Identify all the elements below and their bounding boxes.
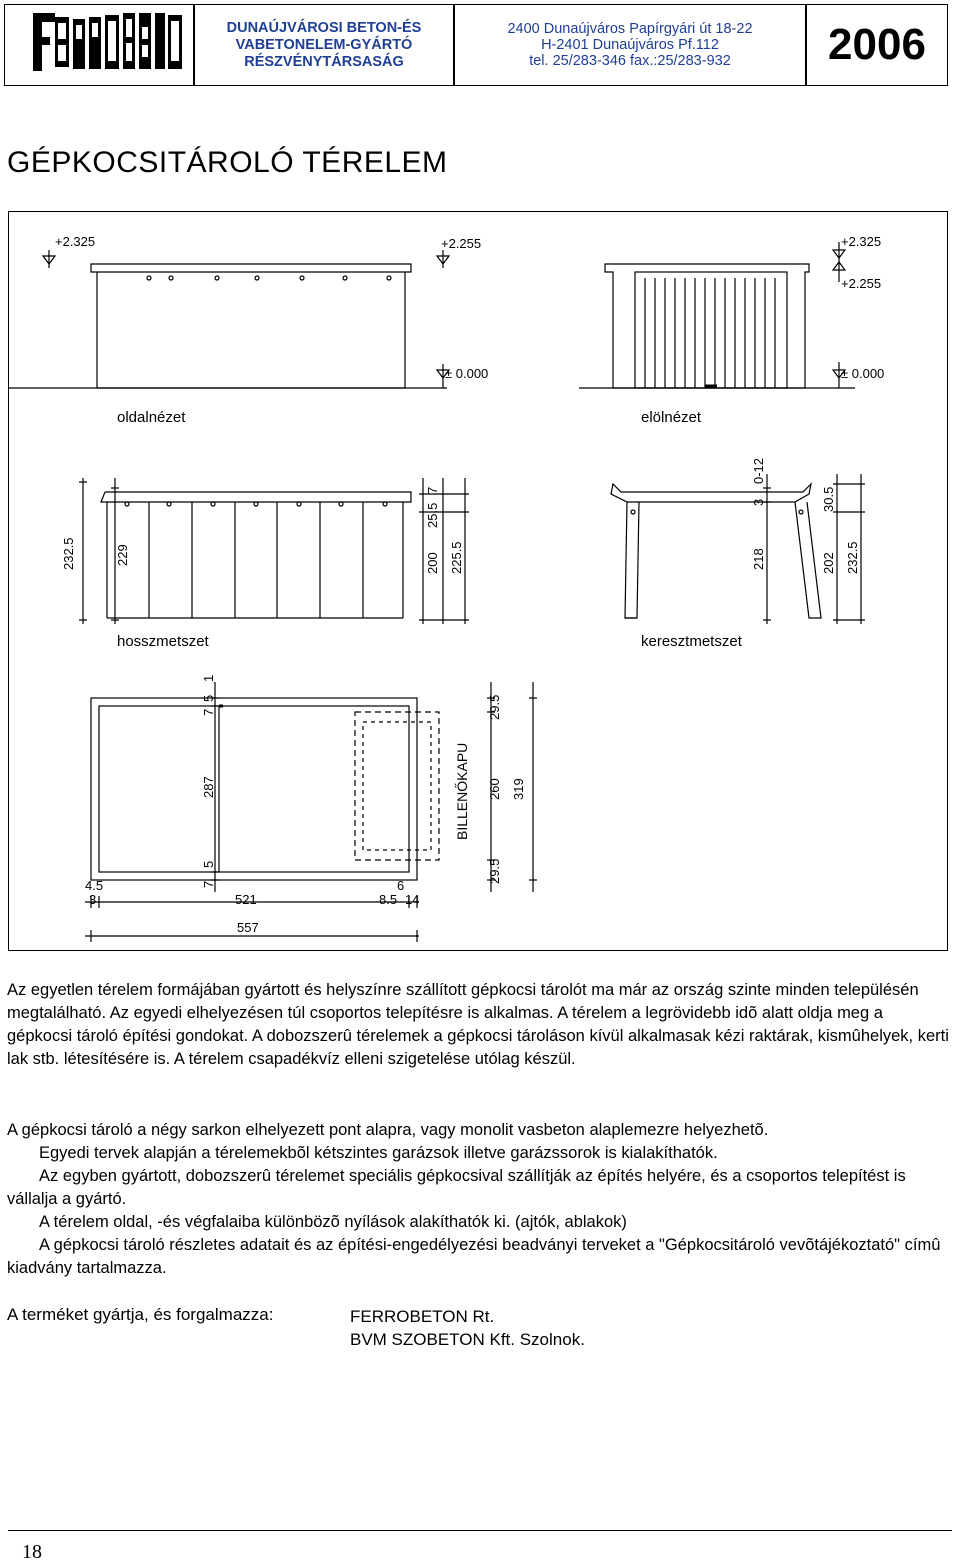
dimension-label: 7	[425, 486, 440, 494]
dimension-label: 4.5	[85, 878, 104, 893]
dimension-label: 7	[201, 708, 216, 716]
address-line: H-2401 Dunaújváros Pf.112	[541, 37, 719, 53]
dimension-label: 5	[201, 860, 216, 868]
cross-section-caption: keresztmetszet	[641, 633, 742, 650]
level-label: +2.325	[841, 234, 882, 249]
page-number: 18	[22, 1541, 42, 1563]
floor-plan-drawing	[85, 675, 537, 942]
dimension-label: 30.5	[821, 486, 836, 512]
dimension-label: 287	[201, 776, 216, 798]
dimension-label: 8.5	[379, 892, 398, 907]
company-line: RÉSZVÉNYTÁRSASÁG	[244, 53, 404, 70]
level-label: +2.255	[441, 236, 482, 251]
details-paragraph	[7, 1119, 952, 1280]
company-name	[194, 4, 454, 86]
year: 2006	[828, 20, 926, 69]
address-line: 2400 Dunaújváros Papírgyári út 18-22	[507, 21, 753, 37]
dimension-label: 1	[201, 674, 216, 682]
company-line: DUNAÚJVÁROSI BETON-ÉS	[226, 19, 422, 36]
dimension-label: 557	[237, 920, 259, 935]
details-line: A gépkocsi tároló a négy sarkon elhelyezett pont alapra, vagy monolit vasbeton alaplemezre helyezhetõ.	[7, 1121, 769, 1139]
dimension-label: 3	[89, 892, 97, 907]
dimension-label: 260	[487, 778, 502, 800]
footer-divider	[8, 1530, 952, 1531]
dimension-label: 14	[405, 892, 420, 907]
dimension-label: 225.5	[449, 541, 464, 574]
level-label: ± 0.000	[841, 366, 885, 381]
details-line: A gépkocsi tároló részletes adatait és az építési-engedélyezési beadványi terveket a "Gépkocsitároló vevõtájékoztató" címû kiadvány tartalmazza.	[7, 1236, 941, 1277]
dimension-label: 202	[821, 552, 836, 574]
company-address	[454, 4, 806, 86]
details-line: A térelem oldal, -és végfalaiba különbözõ nyílások alakíthatók ki. (ajtók, ablakok)	[39, 1213, 627, 1231]
details-line: Az egyben gyártott, dobozszerû térelemet speciális gépkocsival szállítják az építés helyére, és a csoportos telepítést is vállalja a gyártó.	[7, 1167, 906, 1208]
dimension-label: 25.5	[425, 502, 440, 528]
dimension-label: 29.5	[487, 858, 502, 884]
company-logo	[4, 4, 194, 86]
letterhead	[4, 4, 948, 86]
dimension-label: 232.5	[845, 541, 860, 574]
technical-drawing	[8, 211, 948, 951]
cross-section-drawing	[611, 458, 865, 650]
page-title: GÉPKOCSITÁROLÓ TÉRELEM	[7, 146, 448, 179]
details-line: Egyedi tervek alapján a térelemekbõl kétszintes garázsok illetve garázssorok is kialakíthatók.	[39, 1144, 718, 1162]
dimension-label: 200	[425, 552, 440, 574]
front-view-drawing	[579, 234, 884, 426]
side-view-drawing	[9, 234, 488, 426]
dimension-label: 0-12	[751, 457, 766, 484]
producer-label: A terméket gyártja, és forgalmazza:	[7, 1305, 274, 1324]
dimension-label: 218	[751, 548, 766, 570]
level-label: ± 0.000	[445, 366, 489, 381]
year-box	[806, 4, 948, 86]
dimension-label: 29.5	[487, 694, 502, 720]
dimension-label: 232.5	[61, 537, 76, 570]
dimension-label: 5	[201, 694, 216, 702]
level-label: +2.255	[841, 276, 882, 291]
dimension-label: 7	[201, 880, 216, 888]
dimension-label: 319	[511, 778, 526, 800]
dimension-label: 521	[235, 892, 257, 907]
front-view-caption: elölnézet	[641, 409, 702, 426]
level-label: +2.325	[55, 234, 96, 249]
address-line: tel. 25/283-346 fax.:25/283-932	[529, 53, 731, 69]
dimension-label: 229	[115, 544, 130, 566]
producer-name: FERROBETON Rt.	[350, 1307, 495, 1326]
side-view-caption: oldalnézet	[117, 409, 186, 426]
producer-names	[350, 1305, 585, 1351]
logo-letters	[33, 13, 182, 71]
producer-name: BVM SZOBETON Kft. Szolnok.	[350, 1330, 585, 1349]
dimension-label: 6	[397, 878, 405, 893]
long-section-caption: hosszmetszet	[117, 633, 209, 650]
door-label: BILLENŐKAPU	[454, 742, 470, 840]
long-section-drawing	[61, 478, 469, 650]
company-line: VABETONELEM-GYÁRTÓ	[235, 36, 413, 53]
dimension-label: 3	[751, 498, 766, 506]
description-paragraph: Az egyetlen térelem formájában gyártott és helyszínre szállított gépkocsi tárolót ma már az ország szinte minden településén megtalálható. Az egyedi elhelyezésen túl csoportos telepítésre is alkalmas. A térelem a legrövidebb idõ alatt oldja meg a gépkocsi tároló építési gondokat. A dobozszerû térelemek a gépkocsi tároláson kívül alkalmasak kézi raktárak, kismûhelyek, kerti lak stb. létesítésére is. A térelem csapadékvíz elleni szigetelése utólag készül.	[7, 981, 949, 1068]
